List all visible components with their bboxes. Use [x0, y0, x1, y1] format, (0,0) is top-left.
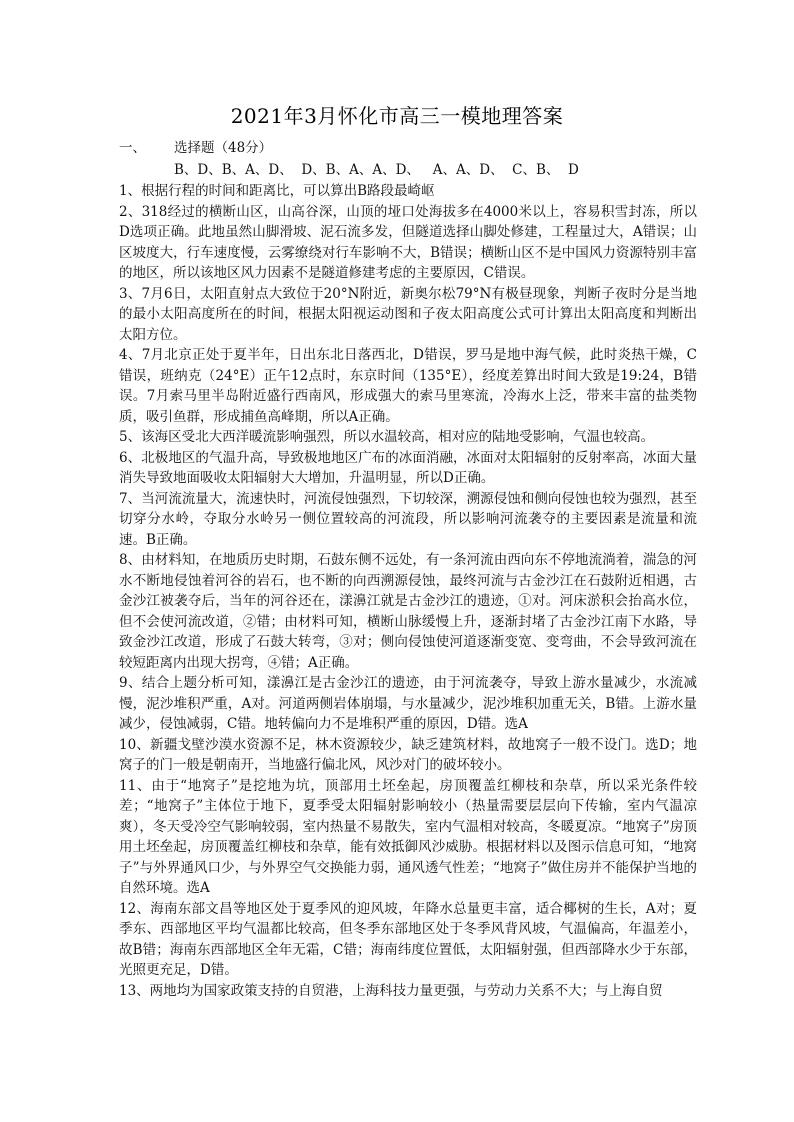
explanation-item: 13、两地均为国家政策支持的自贸港，上海科技力量更强，与劳动力关系不大；与上海自贸: [119, 982, 663, 999]
explanation-item: 4、7月北京正处于夏半年，日出东北日落西北，D错误，罗马是地中海气候，此时炎热干燥，C错误，班纳克（24°E）正午12点时，东京时间（135°E），经度差算出时间大致是19:24，B错误。7月索马里半岛附近盛行西南风，形成强大的索马里寒流，冷海水上泛，带来丰富的盐类物质，吸引鱼群，形成捕鱼高峰期，所以A正确。: [119, 347, 697, 425]
section-number: 一、: [119, 140, 146, 156]
explanation-item: 8、由材料知，在地质历史时期，石鼓东侧不远处，有一条河流由西向东不停地流淌着，湍急的河水不断地侵蚀着河谷的岩石，也不断的向西溯源侵蚀，最终河流与古金沙江在石鼓附近相遇，古金沙江被袭夺后，当年的河谷还在，漾濞江就是古金沙江的遗迹，①对。河床淤积会抬高水位，但不会使河流改道，②错；由材料可知，横断山脉缓慢上升，逐渐封堵了古金沙江南下水路，导致金沙江改道，形成了石鼓大转弯，③对；侧向侵蚀使河道逐渐变宽、变弯曲，不会导致河流在较短距离内出现大拐弯，④错；A正确。: [119, 552, 697, 671]
explanation-item: 12、海南东部文昌等地区处于夏季风的迎风坡，年降水总量更丰富，适合椰树的生长，A对；夏季东、西部地区平均气温都比较高，但冬季东部地区处于冬季风背风坡，气温偏高，年温差小，故B错；海南东西部地区全年无霜，C错；海南纬度位置低，太阳辐射强，但西部降水少于东部，光照更充足，D错。: [119, 900, 697, 978]
explanation-item: 6、北极地区的气温升高，导致极地地区广布的冰面消融，冰面对太阳辐射的反射率高，冰面大量消失导致地面吸收太阳辐射大大增加，升温明显，所以D正确。: [119, 449, 697, 486]
answer-key: B、D、B、A、D、 D、B、A、A、D、 A、A、D、 C、B、 D: [174, 162, 579, 178]
explanations: [119, 181, 697, 1001]
explanation-item: 11、由于“地窝子”是挖地为坑，顶部用土坯垒起，房顶覆盖红柳枝和杂草，所以采光条件较差；“地窝子”主体位于地下，夏季受太阳辐射影响较小（热量需要层层向下传输，室内气温凉爽），冬天受冷空气影响较弱，室内热量不易散失，室内气温相对较高，冬暖夏凉。“地窝子”房顶用土坯垒起，房顶覆盖红柳枝和杂草，能有效抵御风沙威胁。根据材料以及图示信息可知，“地窝子”与外界通风口少，与外界空气交换能力弱，通风透气性差；“地窝子”做住房并不能保护当地的自然环境。选A: [119, 777, 697, 896]
explanation-item: 5、该海区受北大西洋暖流影响强烈，所以水温较高，相对应的陆地受影响，气温也较高。: [119, 429, 655, 445]
section-label: 选择题（48分）: [174, 140, 273, 156]
explanation-item: 3、7月6日，太阳直射点大致位于20°N附近，新奥尔松79°N有极昼现象，判断子夜时分是当地的最小太阳高度所在的时间，根据太阳视运动图和子夜太阳高度公式可计算出太阳高度和判断出太阳方位。: [119, 285, 697, 343]
document-title: 2021年3月怀化市高三一模地理答案: [230, 104, 564, 128]
explanation-item: 2、318经过的横断山区，山高谷深，山顶的垭口处海拔多在4000米以上，容易积雪封冻，所以D选项正确。此地虽然山脚滑坡、泥石流多发，但隧道选择山脚处修建，工程量过大，A错误；山区坡度大，行车速度慢，云雾缭绕对行车影响不大，B错误；横断山区不是中国风力资源特别丰富的地区，所以该地区风力因素不是隧道修建考虑的主要原因，C错误。: [119, 203, 697, 281]
explanation-item: 10、新疆戈壁沙漠水资源不足，林木资源较少，缺乏建筑材料，故地窝子一般不设门。选D；地窝子的门一般是朝南开，当地盛行偏北风，风沙对门的破坏较小。: [119, 736, 697, 773]
section-heading: [119, 138, 272, 158]
explanation-item: 1、根据行程的时间和距离比，可以算出B路段最崎岖: [119, 183, 435, 199]
explanation-item: 9、结合上题分析可知，漾濞江是古金沙江的遗迹，由于河流袭夺，导致上游水量减少，水流减慢，泥沙堆积严重，A对。河道两侧岩体崩塌，与水量减少，泥沙堆积加重无关，B错。上游水量减少，侵蚀减弱，C错。地转偏向力不是堆积严重的原因，D错。选A: [119, 675, 697, 732]
explanation-item: 7、当河流流量大，流速快时，河流侵蚀强烈，下切较深，溯源侵蚀和侧向侵蚀也较为强烈，甚至切穿分水岭，夺取分水岭另一侧位置较高的河流段，所以影响河流袭夺的主要因素是流量和流速。B正确。: [119, 490, 697, 548]
